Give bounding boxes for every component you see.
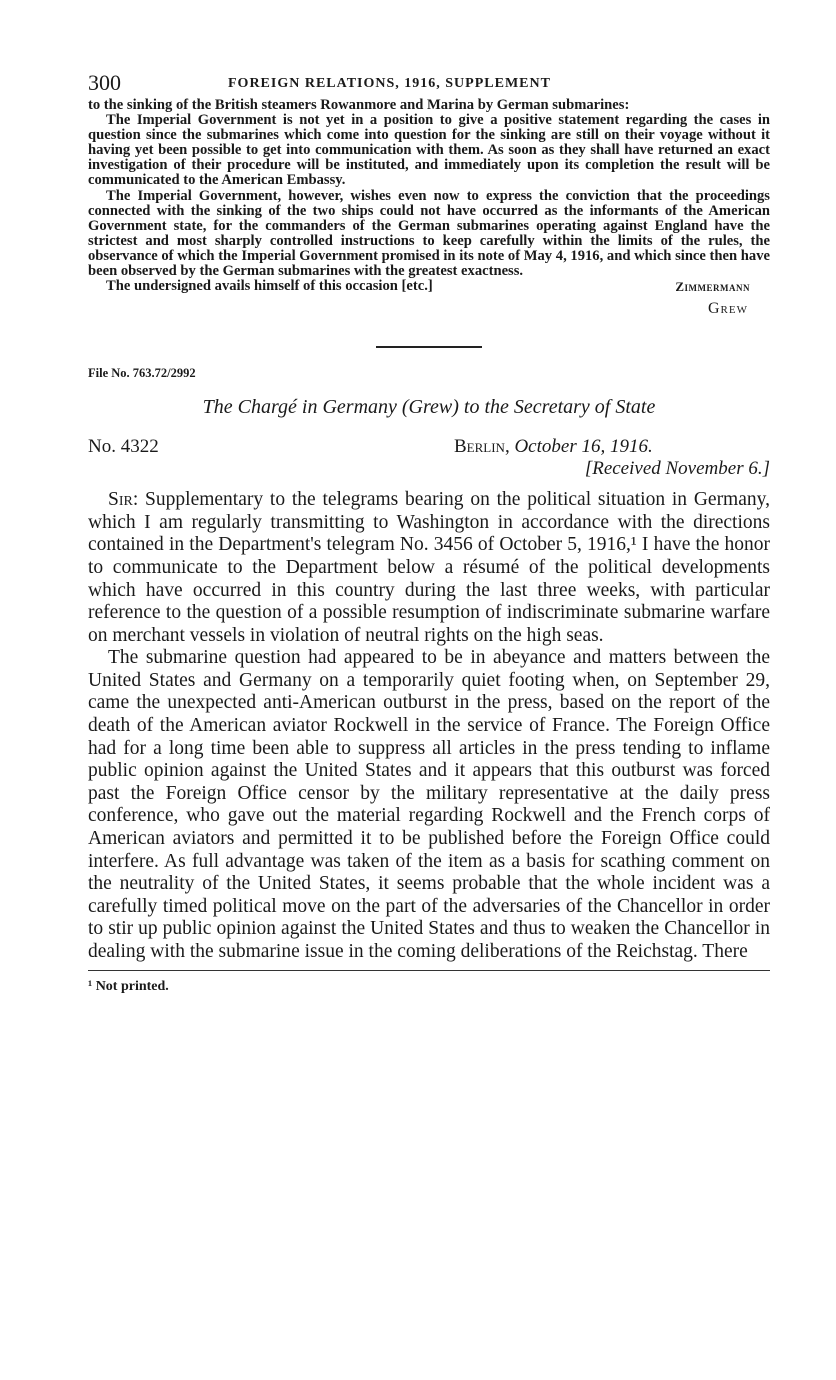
paragraph: The Imperial Government, however, wishes even now to express the conviction that the proceedings connected with the sinking of the two ships could not have occurred as the informants of the American Government state, for the commanders of the German submarines operating against England have the strictest and most sharply controlled instructions to keep carefully within the limits of the rules, the observance of which the Imperial Government promised in its note of May 4, 1916, and which since then have been observed by the German submarines with the greatest exactness.	[88, 187, 770, 280]
paragraph: The submarine question had appeared to be in abeyance and matters between the United States and Germany on a temporarily quiet footing when, on September 29, came the unexpected anti-American outburst in the press, based on the report of the death of the American aviator Rockwell in the service of France. The Foreign Office had for a long time been able to suppress all articles in the press tending to inflame public opinion against the United States and it appears that this outburst was forced past the Foreign Office censor by the military representative at the daily press conference, who gave out the material regarding Rockwell and the French corps of American aviators and permitted it to be published before the Foreign Office could interfere. As full advantage was taken of the item as a basis for scathing comment on the neutrality of the United States, it seems probable that the whole incident was a carefully timed political move on the part of the adversaries of the Chancellor in order to stir up public opinion against the United States and thus to weaken the Chancellor in dealing with the submarine issue in the coming deliberations of the Reichstag. There	[88, 647, 770, 962]
previous-document-text	[88, 98, 770, 279]
page-number: 300	[88, 70, 121, 95]
paragraph-text: Supplementary to the telegrams bearing on the political situation in Germany, which I am regularly transmitting to Washington in accordance with the directions contained in the Department's telegram No. 3456 of October 5, 1916,¹ I have the honor to communicate to the Department below a résumé of the political developments which have occurred in this country during the last three weeks, with particular reference to the question of a possible resumption of indiscriminate submarine warfare on merchant vessels in violation of neutral rights on the high seas.	[88, 489, 770, 646]
signature-grew: Grew	[708, 300, 748, 318]
paragraph: The Imperial Government is not yet in a position to give a positive statement regarding the cases in question since the submarines which come into question for the sinking are still on their voyage without it having yet been possible to get into communication with them. As soon as they shall have returned an exact investigation of their procedure will be instituted, and immediately upon its completion the result will be communicated to the American Embassy.	[88, 112, 770, 189]
date: October 16, 1916.	[514, 436, 653, 458]
closing-text: The undersigned avails himself of this occasion [etc.]	[106, 278, 433, 295]
footnote: ¹ Not printed.	[88, 978, 169, 994]
closing-line	[88, 278, 770, 294]
salutation: Sir:	[108, 489, 139, 511]
place: Berlin,	[454, 436, 510, 458]
section-divider	[376, 346, 482, 348]
paragraph: to the sinking of the British steamers Rowanmore and Marina by German submarines:	[88, 97, 630, 113]
document-page	[88, 64, 770, 995]
dateline	[88, 431, 770, 479]
running-head	[88, 64, 770, 98]
running-title: FOREIGN RELATIONS, 1916, SUPPLEMENT	[228, 76, 551, 91]
document-number: No. 4322	[88, 436, 159, 458]
body-text	[88, 489, 770, 963]
received-date: [Received November 6.]	[584, 458, 770, 480]
document-title: The Chargé in Germany (Grew) to the Secretary of State	[202, 396, 656, 419]
signature-zimmermann: Zimmermann	[675, 279, 750, 295]
paragraph	[88, 489, 770, 647]
footnote-rule	[88, 970, 770, 971]
place-date	[454, 436, 653, 458]
file-number: File No. 763.72/2992	[88, 366, 196, 381]
transmitter-line	[88, 294, 770, 320]
